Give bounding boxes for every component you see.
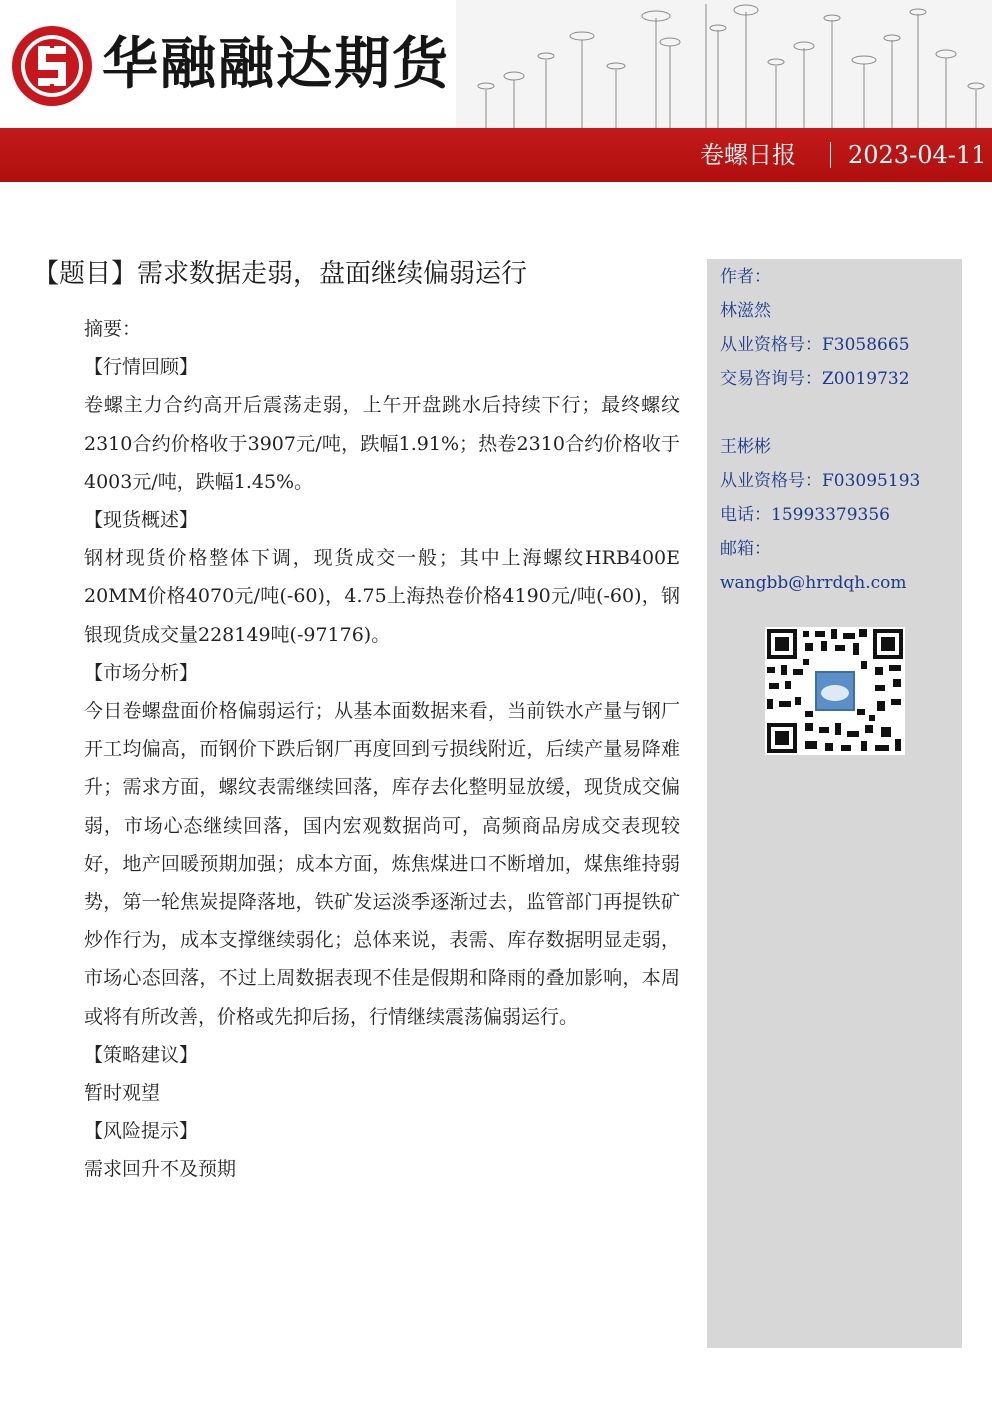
section-text-risk: 需求回升不及预期 bbox=[84, 1158, 237, 1181]
section-heading-risk: 【风险提示】 bbox=[84, 1120, 199, 1143]
company-name: 华融融达期货 bbox=[102, 32, 450, 97]
company-logo bbox=[10, 22, 450, 112]
qr-code-icon bbox=[765, 627, 905, 755]
header-decoration bbox=[456, 0, 992, 130]
section-text-strategy: 暂时观望 bbox=[84, 1082, 161, 1105]
report-title: 【题目】需求数据走弱，盘面继续偏弱运行 bbox=[33, 259, 528, 289]
header-red-bar bbox=[0, 128, 992, 182]
header-divider bbox=[830, 142, 831, 168]
report-date: 2023-04-11 bbox=[848, 141, 987, 169]
author2-license: 从业资格号：F03095193 bbox=[720, 471, 921, 491]
section-text-spot-overview: 钢材现货价格整体下调，现货成交一般；其中上海螺纹HRB400E 20MM价格4070元/吨(-60)，4.75上海热卷价格4190元/吨(-60)，钢银现货成交量228149吨(-97176)。 bbox=[84, 547, 680, 646]
company-logo-icon bbox=[10, 24, 94, 108]
author2-email[interactable]: wangbb@hrrdqh.com bbox=[720, 573, 907, 593]
author-label: 作者： bbox=[720, 267, 771, 287]
section-text-market-review: 卷螺主力合约高开后震荡走弱，上午开盘跳水后持续下行；最终螺纹2310合约价格收于3907元/吨，跌幅1.91%；热卷2310合约价格收于4003元/吨，跌幅1.45%。 bbox=[84, 394, 680, 493]
author2-email-label: 邮箱： bbox=[720, 539, 771, 559]
report-body bbox=[84, 310, 680, 1189]
summary-label: 摘要： bbox=[84, 318, 142, 340]
section-heading-strategy: 【策略建议】 bbox=[84, 1043, 199, 1066]
section-text-market-analysis: 今日卷螺盘面价格偏弱运行；从基本面数据来看，当前铁水产量与钢厂开工均偏高，而钢价下跌后钢厂再度回到亏损线附近，后续产量易降难升；需求方面，螺纹表需继续回落，库存去化整明显放缓，现货成交偏弱，市场心态继续回落，国内宏观数据尚可，高频商品房成交表现较好，地产回暖预期加强；成本方面，炼焦煤进口不断增加，煤焦维持弱势，第一轮焦炭提降落地，铁矿发运淡季逐渐过去，监管部门再提铁矿炒作行为，成本支撑继续弱化；总体来说，表需、库存数据明显走弱，市场心态回落，不过上周数据表现不佳是假期和降雨的叠加影响，本周或将有所改善，价格或先抑后扬，行情继续震荡偏弱运行。 bbox=[84, 700, 680, 1028]
author1-license: 从业资格号：F3058665 bbox=[720, 335, 910, 355]
report-type: 卷螺日报 bbox=[700, 141, 796, 169]
author2-phone: 电话：15993379356 bbox=[720, 505, 890, 525]
author1-name: 林滋然 bbox=[720, 301, 771, 321]
section-heading-spot-overview: 【现货概述】 bbox=[84, 509, 199, 532]
author1-consult-number: 交易咨询号：Z0019732 bbox=[720, 369, 910, 389]
section-heading-market-review: 【行情回顾】 bbox=[84, 356, 199, 379]
author-sidebar bbox=[707, 259, 962, 1348]
section-heading-market-analysis: 【市场分析】 bbox=[84, 661, 199, 684]
author2-name: 王彬彬 bbox=[720, 437, 771, 457]
